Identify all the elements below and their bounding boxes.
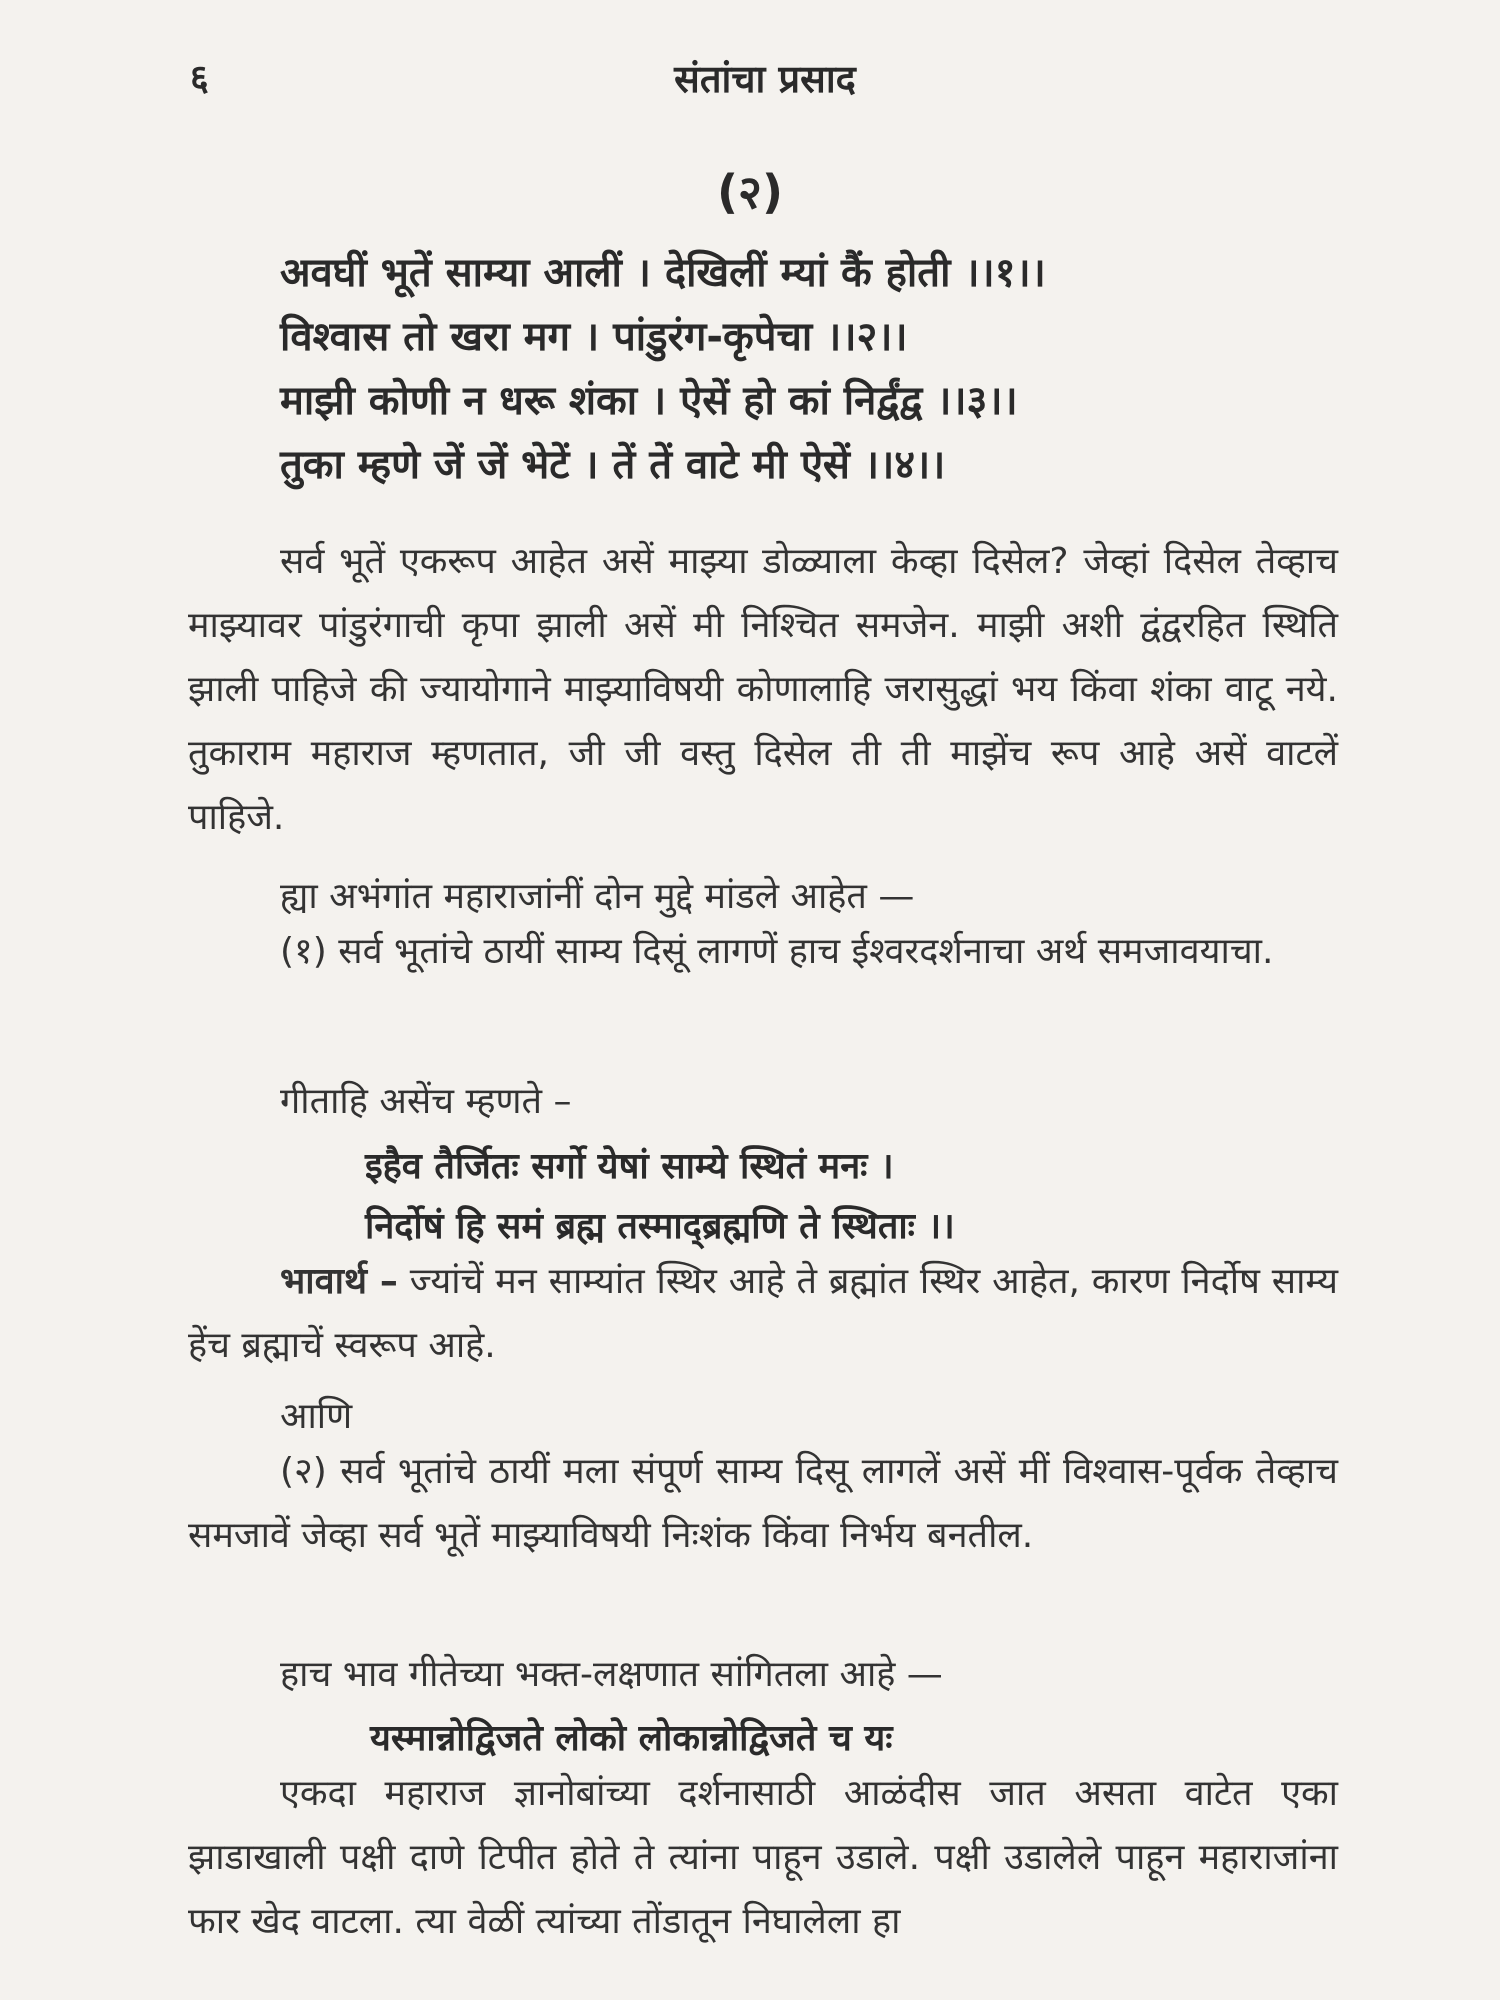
intro-line: ह्या अभंगांत महाराजांनीं दोन मुद्दे मांडले आहेत — xyxy=(280,876,915,917)
bhavarth-paragraph xyxy=(188,1250,1338,1378)
paragraph-text: सर्व भूतें एकरूप आहेत असें माझ्या डोळ्याला केव्हा दिसेल? जेव्हां दिसेल तेव्हाच माझ्यावर पांडुरंगाची कृपा झाली असें मी निश्चित समजेन. माझी अशी द्वंद्वरहित स्थिति झाली पाहिजे की ज्यायोगाने माझ्याविषयी कोणालाहि जरासुद्धां भय किंवा शंका वाटू नये. तुकाराम महाराज म्हणतात, जी जी वस्तु दिसेल ती ती माझेंच रूप आहे असें वाटलें पाहिजे. xyxy=(188,541,1338,838)
verse-line: माझी कोणी न धरू शंका । ऐसें हो कां निर्द्वंद्व ।।३।। xyxy=(280,378,1018,424)
abhang-number: (२) xyxy=(717,165,783,219)
story-paragraph xyxy=(188,1762,1338,1954)
page-header xyxy=(190,52,1340,112)
paragraph-text: (२) सर्व भूतांचे ठायीं मला संपूर्ण साम्य दिसू लागलें असें मीं विश्वास-पूर्वक तेव्हाच समजावें जेव्हा सर्व भूतें माझ्याविषयी निःशंक किंवा निर्भय बनतील. xyxy=(188,1451,1338,1556)
running-title: संतांचा प्रसाद xyxy=(674,57,856,101)
paragraph-text: (१) सर्व भूतांचे ठायीं साम्य दिसूं लागणें हाच ईश्वरदर्शनाचा अर्थ समजावयाचा. xyxy=(280,931,1274,972)
paragraph-text: एकदा महाराज ज्ञानोबांच्या दर्शनासाठी आळंदीस जात असता वाटेत एका झाडाखाली पक्षी दाणे टिपीत होते ते त्यांना पाहून उडाले. पक्षी उडालेले पाहून महाराजांना फार खेद वाटला. त्या वेळीं त्यांच्या तोंडातून निघालेला हा xyxy=(188,1773,1338,1942)
gita-intro: गीताहि असेंच म्हणते – xyxy=(280,1081,572,1122)
verse-line: विश्वास तो खरा मग । पांडुरंग-कृपेचा ।।२।। xyxy=(280,314,908,360)
commentary-paragraph xyxy=(188,530,1338,850)
paragraph-text: ज्यांचें मन साम्यांत स्थिर आहे ते ब्रह्मांत स्थिर आहेत, कारण निर्दोष साम्य हेंच ब्रह्माचें स्वरूप आहे. xyxy=(188,1261,1338,1366)
sanskrit-verse-line: इहैव तैर्जितः सर्गो येषां साम्ये स्थितं मनः । xyxy=(365,1146,894,1187)
point-one-paragraph xyxy=(188,920,1338,984)
point-two-paragraph xyxy=(188,1440,1338,1568)
bhakta-intro: हाच भाव गीतेच्या भक्त-लक्षणात सांगितला आहे — xyxy=(280,1654,943,1695)
conjunction-line: आणि xyxy=(280,1396,353,1437)
sanskrit-verse-line: यस्मान्नोद्विजते लोको लोकान्नोद्विजते च यः xyxy=(370,1718,893,1759)
sanskrit-verse-line: निर्दोषं हि समं ब्रह्म तस्माद्ब्रह्मणि ते स्थिताः ।। xyxy=(365,1206,955,1247)
verse-line: अवघीं भूतें साम्या आलीं । देखिलीं म्यां कैं होती ।।१।। xyxy=(280,250,1046,296)
page-number: ६ xyxy=(190,58,209,99)
bhavarth-label: भावार्थ – xyxy=(280,1261,398,1302)
verse-line: तुका म्हणे जें जें भेटें । तें तें वाटे मी ऐसें ।।४।। xyxy=(280,442,946,488)
